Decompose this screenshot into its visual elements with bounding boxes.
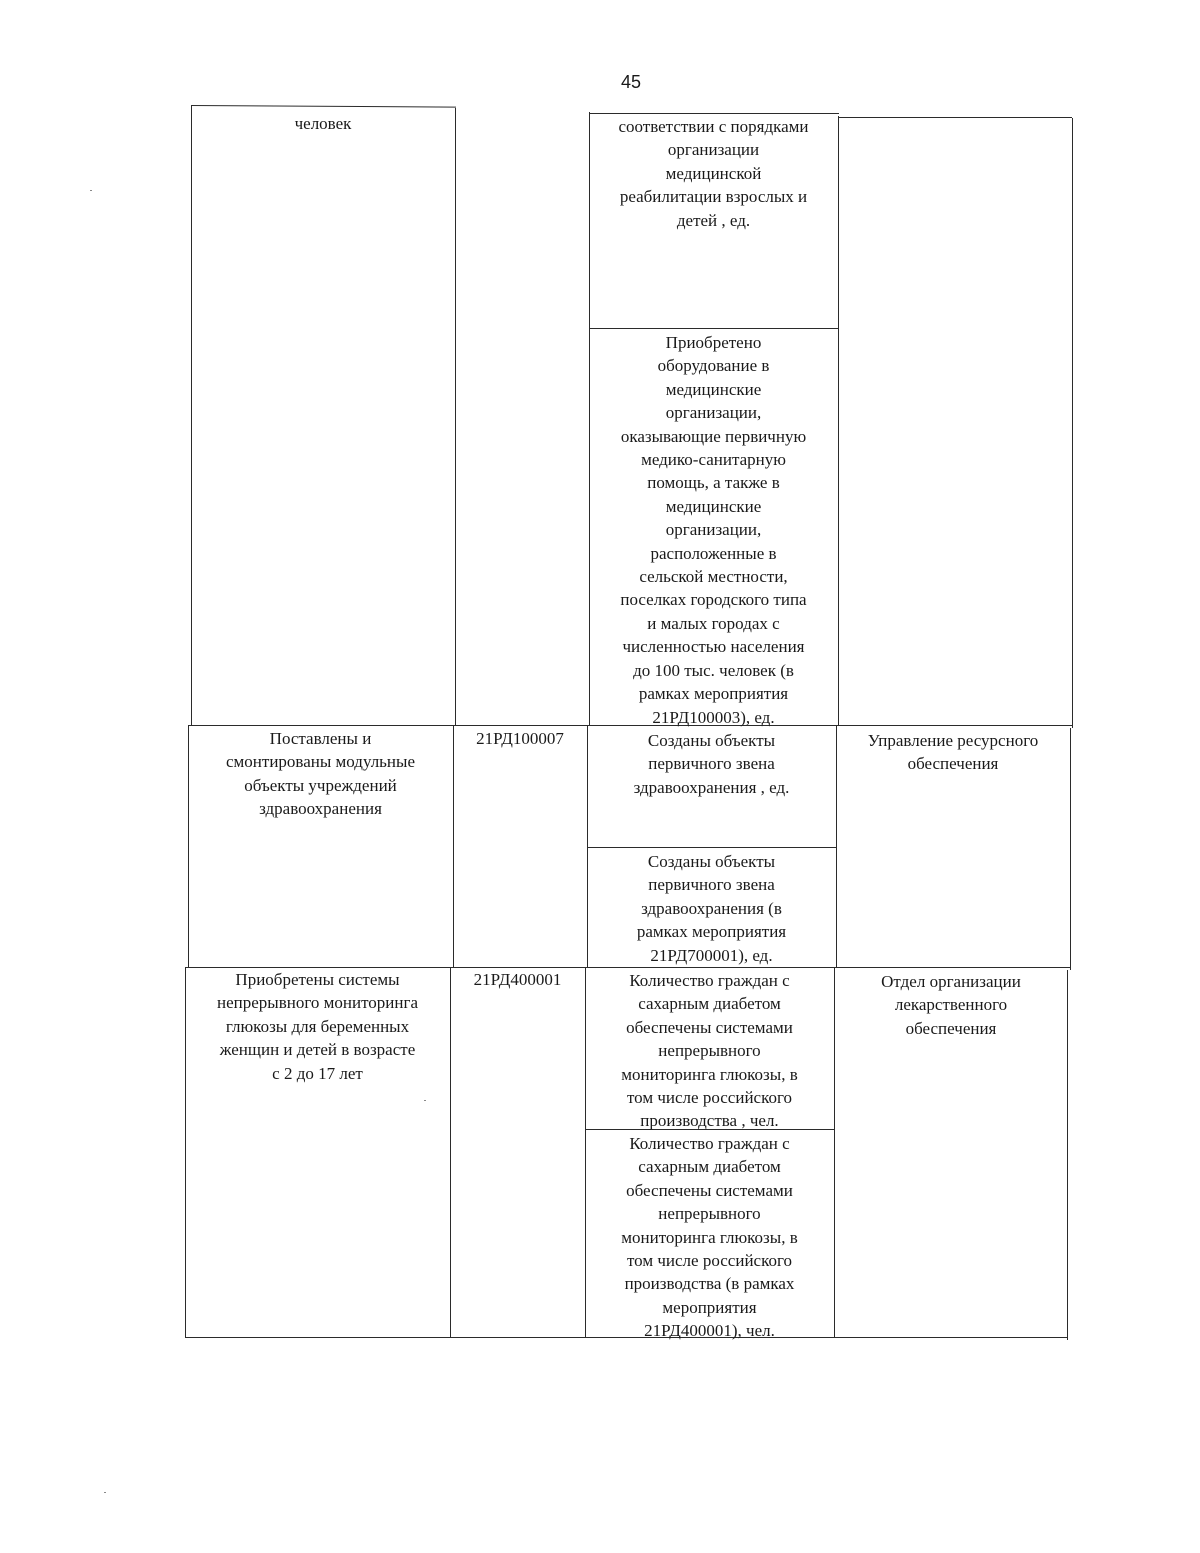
table-border-left [191,105,192,725]
column-divider [838,116,839,726]
column-divider [453,726,454,968]
scan-speck [104,1492,106,1493]
scan-speck [424,1100,426,1101]
column-divider [450,968,451,1338]
table-border-top [838,117,1072,118]
table-cell-indicator: Количество граждан с сахарным диабетом обеспечены системами непрерывного мониторинга глюкозы, в том числе российского производства , чел. [621,971,798,1131]
table-cell-result: человек [294,114,352,133]
table-border-top [191,105,456,108]
scan-speck [90,190,92,191]
table-cell-code: 21РД400001 [473,970,562,989]
table-cell-code: 21РД100007 [476,729,564,748]
table-border-top [589,113,839,114]
table-border-right [1067,970,1068,1340]
indicator-divider [589,328,838,329]
indicator-divider [587,847,836,848]
table-border-right [1072,118,1073,728]
page-number: 45 [620,72,642,92]
table-cell-responsible: Отдел организации лекарственного обеспечения [881,972,1021,1038]
table-cell-indicator: Созданы объекты первичного звена здравоохранения (в рамках мероприятия 21РД700001), ед. [636,852,787,965]
table-cell-result: Поставлены и смонтированы модульные объекты учреждений здравоохранения [225,729,416,819]
table-cell-result: Приобретены системы непрерывного мониторинга глюкозы для беременных женщин и детей в возрасте с 2 до 17 лет [216,970,418,1083]
table-cell-responsible: Управление ресурсного обеспечения [867,731,1039,774]
table-cell-indicator: Созданы объекты первичного звена здравоохранения , ед. [633,731,790,797]
table-cell-indicator: соответствии с порядками организации медицинской реабилитации взрослых и детей , ед. [618,117,809,230]
table-cell-indicator: Приобретено оборудование в медицинские организации, оказывающие первичную медико-санитарную помощь, а также в медицинские организации, расположенные в сельской местности, поселках городского типа и малых городах с численностью населения до 100 тыс. человек (в рамках мероприятия 21РД100003), ед. [620,333,807,727]
table-border-right [1070,728,1071,970]
table-cell-indicator: Количество граждан с сахарным диабетом обеспечены системами непрерывного мониторинга глюкозы, в том числе российского производства (в рамках мероприятия 21РД400001), чел. [621,1134,798,1341]
column-divider [455,108,456,726]
